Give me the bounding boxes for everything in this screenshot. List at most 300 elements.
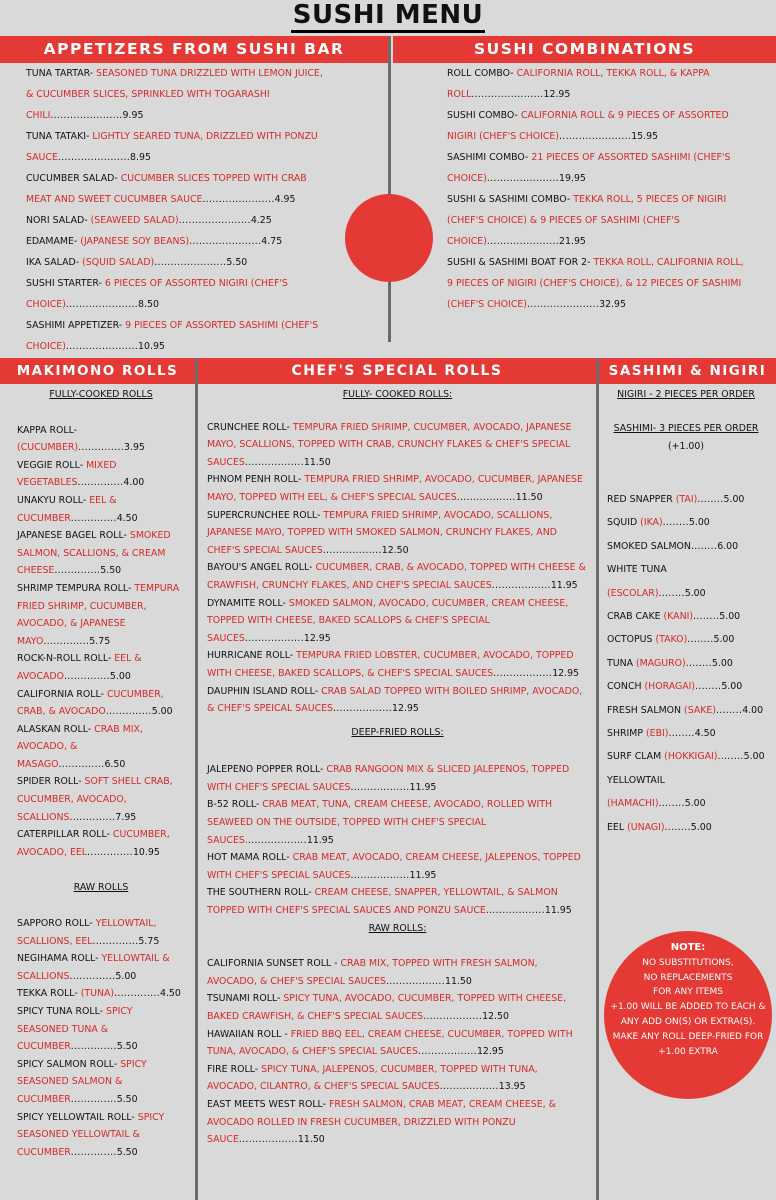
leader-dots: ..................	[417, 1046, 477, 1058]
menu-item	[207, 595, 588, 648]
leader-dots: ..................	[423, 1011, 483, 1022]
item-description: (MAGURO)	[636, 657, 686, 669]
item-description: TEMPURA FRIED SHRIMP, CUCUMBER, AVOCADO, JAPANESE MAYO, SCALLIONS, TOPPED WITH CRAB, CRUNCHY FLAKES & CHEF'S SPECIAL SAUCES	[207, 421, 572, 468]
item-name: SPIDER ROLL-	[17, 776, 85, 788]
menu-item	[17, 1056, 185, 1109]
leader-dots: ..................	[244, 632, 304, 644]
right-divider	[596, 358, 599, 1200]
leader-dots: ..................	[322, 544, 382, 556]
item-name: DYNAMITE ROLL-	[207, 597, 289, 609]
item-name: EEL	[607, 821, 628, 833]
menu-item	[207, 955, 588, 990]
item-description: CUCUMBER, CRAB, & AVOCADO	[17, 688, 164, 718]
menu-item	[17, 985, 185, 1003]
item-name: SPICY TUNA ROLL-	[17, 1006, 106, 1017]
item-name: TSUNAMI ROLL-	[207, 993, 284, 1005]
item-price: 6.50	[104, 758, 126, 770]
leader-dots: ........	[690, 540, 718, 552]
item-price: 5.00	[713, 634, 735, 646]
item-name: HAWAIIAN ROLL -	[207, 1028, 291, 1040]
leader-dots: ..............	[69, 970, 116, 982]
item-name: NORI SALAD-	[26, 215, 91, 226]
item-price: 12.95	[392, 703, 419, 715]
note-heading: NOTE:	[670, 942, 706, 953]
item-description: (TAI)	[675, 494, 698, 505]
item-price: 11.95	[544, 905, 572, 917]
item-name: RED SNAPPER	[607, 494, 676, 505]
leader-dots: ..............	[105, 706, 152, 718]
item-name: SUSHI STARTER-	[26, 278, 105, 289]
menu-item	[207, 683, 588, 718]
item-price: 11.95	[550, 579, 578, 591]
leader-dots: ..................	[350, 781, 410, 793]
item-price: 5.00	[115, 970, 137, 982]
item-price: 12.95	[543, 89, 571, 100]
item-price: 7.95	[115, 811, 137, 823]
makimono-raw-list	[17, 915, 185, 1161]
leader-dots: ..............	[70, 512, 117, 524]
leader-dots: ..................	[456, 491, 516, 503]
menu-item	[26, 168, 328, 210]
item-name: SUSHI COMBO-	[447, 110, 521, 121]
item-description: LIGHTLY SEARED TUNA, DRIZZLED WITH PONZU SAUCE	[26, 131, 318, 163]
chefs-fried-heading: DEEP-FRIED ROLLS:	[351, 726, 444, 738]
item-price: 5.00	[684, 587, 706, 599]
makimono-column	[17, 386, 185, 1161]
item-name: KAPPA ROLL-	[17, 424, 78, 436]
item-price: 4.75	[261, 236, 283, 247]
note-line: FOR ANY ITEMS	[653, 987, 723, 998]
item-price: 5.00	[690, 821, 712, 833]
leader-dots: ..................	[385, 975, 445, 987]
leader-dots: ..................	[247, 834, 307, 846]
item-name: HURRICANE ROLL-	[207, 650, 297, 662]
item-price: 10.95	[132, 846, 160, 858]
note-line: +1.00 EXTRA	[658, 1046, 718, 1057]
item-price: 12.95	[476, 1046, 504, 1058]
item-price: 4.50	[116, 512, 138, 524]
item-description: SOFT SHELL CRAB, CUCUMBER, AVOCADO, SCALLIONS	[17, 776, 173, 823]
leader-dots: ..............	[114, 988, 160, 1000]
menu-item	[607, 558, 765, 605]
item-description: CRAB SALAD TOPPED WITH BOILED SHRIMP, AVOCADO, & CHEF'S SPEICAL SAUCES	[207, 685, 583, 715]
item-description: (SQUID SALAD)	[82, 257, 155, 268]
appetizers-header: APPETIZERS FROM SUSHI BAR	[0, 36, 388, 63]
item-name: YELLOWTAIL	[607, 774, 665, 786]
item-price: 21.95	[559, 236, 586, 247]
item-price: 5.00	[723, 494, 745, 505]
item-description: EEL & CUCUMBER	[17, 494, 117, 524]
menu-item	[26, 126, 328, 168]
leader-dots: ..............	[77, 477, 124, 489]
leader-dots: ..................	[238, 1134, 298, 1146]
item-name: SASHIMI APPETIZER-	[26, 320, 126, 331]
makimono-raw-heading: RAW ROLLS	[73, 882, 129, 894]
menu-item	[447, 189, 751, 252]
menu-item	[17, 826, 185, 861]
item-description: MIXED VEGETABLES	[17, 459, 117, 489]
item-name: TUNA TARTAR-	[26, 68, 97, 79]
chefs-raw-list	[207, 955, 588, 1149]
item-name: B-52 ROLL-	[207, 799, 263, 811]
item-description: CRAB MEAT, TUNA, CREAM CHEESE, AVOCADO, ROLLED WITH SEAWEED ON THE OUTSIDE, TOPPED WITH CHEF'S SPECIAL SAUCES.	[207, 799, 553, 846]
item-name: ROCK-N-ROLL ROLL-	[17, 653, 115, 665]
sashimi-header: SASHIMI & NIGIRI	[599, 358, 776, 384]
chefs-header: CHEF'S SPECIAL ROLLS	[198, 358, 596, 384]
item-name: OCTOPUS	[607, 634, 656, 646]
combos-list	[447, 63, 751, 315]
item-description: CRAB MEAT, AVOCADO, CREAM CHEESE, JALEPENOS, TOPPED WITH CHEF'S SPECIAL SAUCES	[207, 852, 581, 881]
item-name: SQUID	[607, 517, 641, 529]
item-name: SUSHI & SASHIMI BOAT FOR 2-	[447, 257, 594, 268]
item-name: TUNA	[607, 657, 636, 669]
menu-item	[26, 273, 328, 315]
note-line: ANY ADD ON(S) OR EXTRA(S).	[620, 1016, 756, 1027]
leader-dots: ......................	[486, 173, 560, 184]
menu-item	[207, 1026, 588, 1061]
menu-item	[207, 849, 588, 884]
leader-dots: ......................	[471, 89, 544, 100]
item-description: (CUCUMBER)	[17, 442, 79, 454]
leader-dots: ..............	[92, 935, 139, 947]
leader-dots: ......................	[189, 236, 262, 247]
menu-item	[607, 488, 765, 511]
item-name: EDAMAME-	[26, 236, 81, 247]
item-name: EAST MEETS WEST ROLL-	[207, 1098, 329, 1110]
item-price: 15.95	[631, 131, 659, 142]
item-price: 5.50	[226, 257, 248, 268]
leader-dots: ........	[717, 751, 744, 763]
leader-dots: ..............	[43, 635, 90, 647]
leader-dots: ........	[687, 634, 714, 646]
menu-item	[207, 471, 588, 506]
leader-dots: ..............	[70, 1041, 117, 1053]
menu-item	[207, 559, 588, 594]
item-name: SUSHI & SASHIMI COMBO-	[447, 194, 574, 205]
menu-item	[207, 796, 588, 849]
leader-dots: ..................	[350, 869, 410, 881]
chefs-cooked-heading: FULLY- COOKED ROLLS:	[342, 389, 453, 400]
item-price: 32.95	[599, 299, 626, 310]
item-description: SMOKED SALMON, AVOCADO, CUCUMBER, CREAM CHEESE, TOPPED WITH CHEESE, BAKED SCALLOPS & CHEF'S SPECIAL SAUCES	[207, 597, 569, 644]
makimono-cooked-list	[17, 422, 185, 862]
item-name: CATERPILLAR ROLL-	[17, 829, 113, 841]
item-price: 11.50	[303, 456, 331, 468]
item-price: 5.00	[109, 670, 131, 682]
menu-item	[607, 652, 765, 675]
menu-item	[207, 419, 588, 472]
leader-dots: ........	[668, 728, 695, 740]
item-price: 11.95	[306, 834, 334, 846]
menu-item	[207, 1061, 588, 1096]
menu-item	[17, 721, 185, 774]
item-description: SPICY SEASONED YELLOWTAIL & CUCUMBER	[17, 1111, 165, 1158]
item-name: CUCUMBER SALAD-	[26, 173, 121, 184]
menu-item	[447, 252, 751, 315]
item-price: 4.50	[159, 988, 181, 1000]
note-line: NO REPLACEMENTS	[643, 972, 733, 983]
item-description: (ESCOLAR)	[607, 587, 659, 599]
page-title: SUSHI MENU	[0, 0, 776, 34]
leader-dots: ......................	[486, 236, 560, 247]
item-description: CUCUMBER, CRAB, & AVOCADO, TOPPED WITH CHEESE & CRAWFISH, CRUNCHY FLAKES, AND CHEF'S SPECIAL SAUCES	[207, 562, 586, 591]
menu-item	[607, 769, 765, 816]
leader-dots: ......................	[65, 341, 139, 352]
menu-item	[17, 457, 185, 492]
leader-dots: ..................	[491, 579, 551, 591]
item-description: (UNAGI)	[627, 821, 665, 833]
item-name: ALASKAN ROLL-	[17, 723, 95, 735]
menu-item	[607, 535, 765, 558]
item-name: VEGGIE ROLL-	[17, 459, 87, 471]
item-price: 11.50	[445, 975, 472, 987]
item-price: 5.50	[100, 565, 122, 577]
item-description: SPICY SEASONED SALMON & CUCUMBER	[17, 1058, 147, 1105]
item-name: DAUPHIN ISLAND ROLL-	[207, 685, 322, 697]
item-price: 4.50	[694, 728, 716, 740]
sashimi-heading: SASHIMI- 3 PIECES PER ORDER	[613, 423, 759, 434]
item-name: WHITE TUNA	[607, 564, 667, 576]
item-price: 4.25	[250, 215, 272, 226]
menu-item	[447, 63, 751, 105]
menu-item	[17, 527, 185, 580]
item-description: CRAB RANGOON MIX & SLICED JALEPENOS, TOPPED WITH CHEF'S SPECIAL SAUCES	[207, 764, 570, 793]
item-name: SURF CLAM	[607, 751, 665, 763]
item-price: 4.95	[274, 194, 296, 205]
menu-item	[207, 507, 588, 560]
item-description: YELLOWTAIL & SCALLIONS	[17, 953, 170, 982]
item-price: 4.00	[742, 704, 764, 716]
item-description: 6 PIECES OF ASSORTED NIGIRI (CHEF'S CHOICE)	[26, 278, 288, 310]
item-description: FRESH SALMON, CRAB MEAT, CREAM CHEESE, & AVOCADO ROLLED IN FRESH CUCUMBER, DRIZZLED WITH PONZU SAUCE	[207, 1098, 556, 1146]
menu-item	[207, 761, 588, 796]
item-name: JAPANESE BAGEL ROLL-	[17, 530, 130, 542]
item-description: CUCUMBER, AVOCADO, EEL	[17, 829, 170, 858]
item-name: SAPPORO ROLL-	[17, 918, 96, 930]
menu-item	[17, 1003, 185, 1056]
leader-dots: ........	[695, 681, 722, 693]
item-price: 5.50	[116, 1093, 138, 1105]
menu-item	[26, 231, 328, 252]
menu-item	[17, 686, 185, 721]
item-name: SUPERCRUNCHEE ROLL-	[207, 509, 324, 521]
item-description: SPICY TUNA, JALEPENOS, CUCUMBER, TOPPED WITH TUNA, AVOCADO, CILANTRO, & CHEF'S SPECIAL SAUCES	[207, 1063, 538, 1093]
item-description: CRAB MIX, AVOCADO, & MASAGO	[17, 723, 143, 770]
item-description: YELLOWTAIL, SCALLIONS, EEL	[17, 918, 157, 947]
leader-dots: ......................	[178, 215, 251, 226]
sashimi-list	[607, 488, 765, 839]
item-description: (TUNA)	[80, 988, 115, 1000]
menu-item	[447, 147, 751, 189]
item-name: CRAB CAKE	[607, 611, 664, 623]
item-name: CALIFORNIA SUNSET ROLL -	[207, 958, 341, 970]
leader-dots: ......................	[202, 194, 275, 205]
leader-dots: ......................	[65, 299, 139, 310]
menu-item	[447, 105, 751, 147]
item-price: 11.50	[297, 1134, 325, 1146]
item-name: PHNOM PENH ROLL-	[207, 474, 305, 486]
menu-item	[207, 990, 588, 1025]
item-price: 5.75	[138, 935, 160, 947]
item-price: 5.00	[721, 681, 743, 693]
leader-dots: ........	[658, 798, 685, 810]
item-description: (HORAGAI)	[644, 681, 696, 693]
item-price: 11.95	[409, 869, 437, 881]
item-description: (EBI)	[646, 728, 669, 740]
item-price: 6.00	[717, 540, 739, 552]
item-name: HOT MAMA ROLL-	[207, 852, 293, 864]
item-description: (IKA)	[640, 517, 663, 529]
item-price: 3.95	[124, 442, 145, 454]
item-price: 12.50	[482, 1011, 509, 1022]
item-description: SPICY TUNA, AVOCADO, CUCUMBER, TOPPED WITH CHEESE, BAKED CRAWFISH, & CHEF'S SPECIAL SAUCES	[207, 993, 567, 1022]
left-divider	[195, 358, 198, 1200]
menu-item	[26, 315, 328, 357]
leader-dots: ..................	[244, 456, 304, 468]
item-description: TEKKA ROLL, 5 PIECES OF NIGIRI (CHEF'S CHOICE) & 9 PIECES OF SASHIMI (CHEF'S CHOICE)	[447, 194, 727, 247]
chefs-cooked-list	[207, 419, 588, 718]
item-description: (JAPANESE SOY BEANS)	[80, 236, 190, 247]
item-description: SPICY SEASONED TUNA & CUCUMBER	[17, 1006, 133, 1053]
item-description: (HAMACHI)	[607, 798, 659, 810]
item-description: CRAB MIX, TOPPED WITH FRESH SALMON, AVOCADO, & CHEF'S SPECIAL SAUCES	[207, 958, 538, 987]
item-name: FRESH SALMON	[607, 704, 685, 716]
item-name: JALEPENO POPPER ROLL-	[207, 764, 327, 776]
item-price: 11.50	[515, 491, 543, 503]
menu-item	[26, 210, 328, 231]
item-price: 5.00	[151, 706, 173, 718]
note-lines	[608, 956, 768, 1060]
leader-dots: ..................	[333, 703, 393, 715]
item-name: SHRIMP	[607, 728, 647, 740]
leader-dots: ..............	[54, 565, 101, 577]
leader-dots: ..............	[87, 846, 133, 858]
item-name: CRUNCHEE ROLL-	[207, 421, 293, 433]
item-description: 21 PIECES OF ASSORTED SASHIMI (CHEF'S CHOICE)	[447, 152, 731, 184]
top-divider	[388, 36, 391, 342]
note-line: +1.00 WILL BE ADDED TO EACH &	[610, 1002, 766, 1013]
menu-item	[17, 950, 185, 985]
chefs-raw-heading: RAW ROLLS:	[368, 922, 427, 934]
menu-item	[607, 628, 765, 651]
makimono-cooked-heading: FULLY-COOKED ROLLS	[49, 389, 153, 400]
menu-item	[26, 252, 328, 273]
leader-dots: ........	[662, 517, 689, 529]
menu-item	[207, 884, 588, 919]
leader-dots: ......................	[50, 110, 123, 121]
appetizers-list	[26, 63, 328, 357]
combos-header: SUSHI COMBINATIONS	[393, 36, 776, 63]
sashimi-column	[607, 384, 765, 839]
menu-item	[17, 915, 185, 950]
item-description: (TAKO)	[655, 634, 688, 646]
item-price: 12.95	[303, 632, 331, 644]
item-name: SMOKED SALMON	[607, 540, 691, 552]
item-price: 4.00	[123, 477, 145, 489]
item-name: UNAKYU ROLL-	[17, 494, 90, 506]
menu-item	[607, 816, 765, 839]
leader-dots: ........	[693, 611, 720, 623]
item-price: 10.95	[138, 341, 165, 352]
item-price: 11.95	[409, 781, 437, 793]
item-description: TEMPURA FRIED SHRIMP, AVOCADO, SCALLIONS, JAPANESE MAYO, TOPPED WITH SMOKED SALMON, CRUNCHY FLAKES, AND CHEF'S SPECIAL SAUCES	[207, 509, 557, 556]
item-name: SPICY SALMON ROLL-	[17, 1058, 121, 1070]
item-name: TEKKA ROLL-	[17, 988, 81, 1000]
item-name: TUNA TATAKI-	[26, 131, 93, 142]
leader-dots: ......................	[559, 131, 632, 142]
menu-item	[607, 675, 765, 698]
item-description: CUCUMBER SLICES TOPPED WITH CRAB MEAT AND SWEET CUCUMBER SAUCE	[26, 173, 307, 205]
item-description: (SEAWEED SALAD)	[90, 215, 179, 226]
item-price: 5.00	[711, 657, 733, 669]
item-price: 5.00	[743, 751, 765, 763]
item-price: 12.50	[381, 544, 409, 556]
menu-item	[607, 605, 765, 628]
leader-dots: ..............	[69, 811, 116, 823]
item-description: EEL & AVOCADO	[17, 653, 142, 682]
leader-dots: ........	[658, 587, 685, 599]
item-name: IKA SALAD-	[26, 257, 83, 268]
item-description: TEMPURA FRIED SHRIMP, CUCUMBER, AVOCADO, & JAPANESE MAYO	[17, 582, 180, 647]
menu-item	[607, 699, 765, 722]
item-description: (HOKKIGAI)	[664, 751, 718, 763]
menu-item	[607, 511, 765, 534]
menu-item	[17, 650, 185, 685]
item-description: CALIFORNIA ROLL & 9 PIECES OF ASSORTED NIGIRI (CHEF'S CHOICE)	[447, 110, 729, 142]
leader-dots: ......................	[57, 152, 131, 163]
item-description: (SAKE)	[684, 704, 716, 716]
item-price: 13.95	[498, 1081, 526, 1093]
item-name: NEGIHAMA ROLL-	[17, 953, 102, 965]
leader-dots: ..............	[64, 670, 110, 682]
chefs-column	[207, 386, 588, 1149]
leader-dots: ......................	[526, 299, 600, 310]
item-price: 19.95	[559, 173, 586, 184]
menu-item	[607, 722, 765, 745]
item-name: THE SOUTHERN ROLL-	[207, 887, 315, 899]
item-description: CALIFORNIA ROLL, TEKKA ROLL, & KAPPA ROLL	[447, 68, 710, 100]
menu-item	[17, 580, 185, 650]
item-price: 5.00	[688, 517, 710, 529]
item-description: SEASONED TUNA DRIZZLED WITH LEMON JUICE, & CUCUMBER SLICES, SPRINKLED WITH TOGARASHI CHILI	[26, 68, 323, 121]
leader-dots: ..................	[493, 667, 553, 679]
leader-dots: ..............	[70, 1093, 117, 1105]
item-name: CALIFORNIA ROLL-	[17, 688, 107, 700]
item-price: 5.75	[89, 635, 111, 647]
leader-dots: ..............	[78, 442, 125, 454]
leader-dots: ..................	[485, 905, 545, 917]
item-description: 9 PIECES OF ASSORTED SASHIMI (CHEF'S CHOICE)	[26, 320, 319, 352]
item-price: 5.00	[684, 798, 706, 810]
makimono-header: MAKIMONO ROLLS	[0, 358, 195, 384]
item-price: 5.00	[719, 611, 741, 623]
item-price: 5.50	[116, 1146, 138, 1158]
leader-dots: ........	[685, 657, 712, 669]
leader-dots: ..............	[58, 758, 105, 770]
item-name: CONCH	[607, 681, 645, 693]
item-price: 12.95	[552, 667, 580, 679]
note	[608, 941, 768, 1059]
note-line: NO SUBSTITUTIONS,	[642, 957, 734, 968]
decorative-circle	[345, 194, 433, 282]
menu-item	[17, 422, 185, 457]
menu-item	[26, 63, 328, 126]
item-description: CREAM CHEESE, SNAPPER, YELLOWTAIL, & SALMON TOPPED WITH CHEF'S SPECIAL SAUCES AND PONZU SAUCE	[207, 887, 558, 917]
item-description: SMOKED SALMON, SCALLIONS, & CREAM CHEESE	[17, 530, 171, 577]
item-name: SASHIMI COMBO-	[447, 152, 532, 163]
chefs-fried-list	[207, 761, 588, 919]
menu-item	[17, 773, 185, 826]
